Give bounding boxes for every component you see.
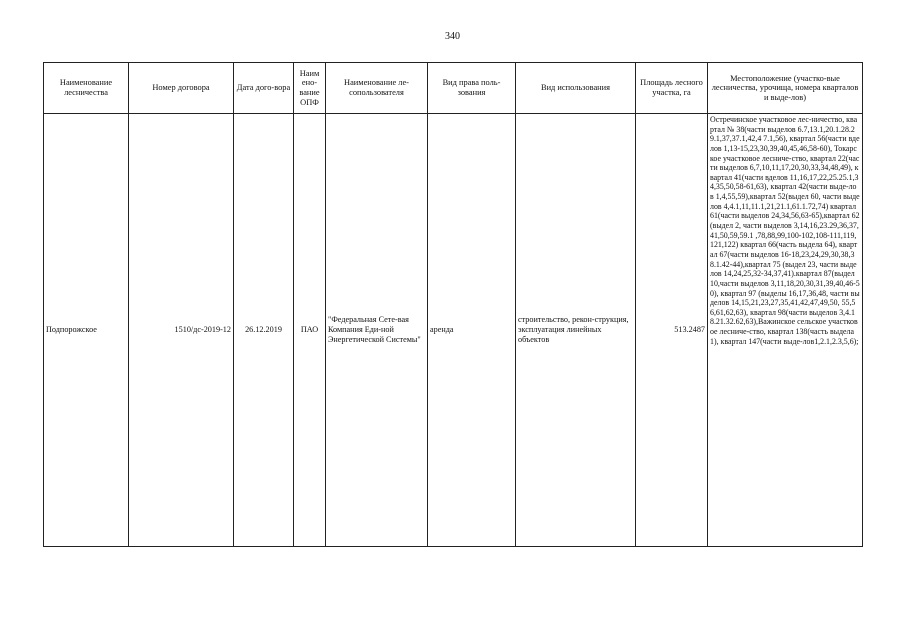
table-row <box>44 114 863 547</box>
header-right-type: Вид права поль-зования <box>428 63 516 114</box>
page-number: 340 <box>445 31 460 42</box>
header-user-name: Наименование ле-сопользователя <box>326 63 428 114</box>
cell-location: Остречинское участковое лес-ничество, квартал № 38(части выделов 6.7,13.1,20.1.28.29.1,37,37.1,42,4 7.1,56), квартал 56(части вделов 1,13-15,23,30,39,40,45,46,58-60), Токарское участковое лесниче-ство, квартал 22(части выделов 6,7,10,11,17,20,30,33,34,48,49), квартал 41(части вделов 11,16,17,22,25.25.1,34,35,50,58-61,63), квартал 42(части выде-лов 1,4,55,59),квартал 52(выдел 60, части выделов 4,4.1,11,11.1,21,21.1,61.1.72,74) квартал 61(части выделов 24,34,56,63-65),квартал 62(выдел 2, части выделов 3,14,16,23.29,36,37,41,50,59,59.1 ,78,88,99,100-102,108-111,119,121,122) квартал 66(часть выдела 64), квартал 67(части выделов 16-18,23,24,29,30,38,38.1.42-44),квартал 75 (выдел 23, части выделов 14,24,25,32-34,37,41).квартал 87(выдел 10,части выделов 3,11,18,20,30,31,39,40,46-50), квартал 97 (выделы 16,17,36,48, части выделов 14,15,21,23,27,35,41,42,47,49,50, 55,56,61,62,63), квартал 98(части выделов 3,4.18.21.32.62,63),Важинское сельское участковое лесниче-ство, квартал 138(часть выдела 1), квартал 147(части выде-лов1,2.1,2.3,5,6); <box>708 114 863 547</box>
cell-usage-type: строительство, рекон-струкция, эксплуатация линейных объектов <box>516 114 636 547</box>
header-usage-type: Вид использования <box>516 63 636 114</box>
cell-contract-date: 26.12.2019 <box>234 114 294 547</box>
header-area: Площадь лесного участка, га <box>636 63 708 114</box>
header-location: Местоположение (участко-вые лесничества, урочища, номера кварталов и выде-лов) <box>708 63 863 114</box>
cell-contract-number: 1510/дс-2019-12 <box>129 114 234 547</box>
header-contract-number: Номер договора <box>129 63 234 114</box>
cell-forestry: Подпорожское <box>44 114 129 547</box>
cell-area: 513.2487 <box>636 114 708 547</box>
forest-lease-table <box>43 62 863 547</box>
header-legal-form: Наим ено-вание ОПФ <box>294 63 326 114</box>
cell-right-type: аренда <box>428 114 516 547</box>
header-forestry: Наименование лесничества <box>44 63 129 114</box>
cell-user-name: "Федеральная Сете-вая Компания Еди-ной Энергетической Системы" <box>326 114 428 547</box>
table-header-row <box>44 63 863 114</box>
header-contract-date: Дата дого-вора <box>234 63 294 114</box>
cell-legal-form: ПАО <box>294 114 326 547</box>
